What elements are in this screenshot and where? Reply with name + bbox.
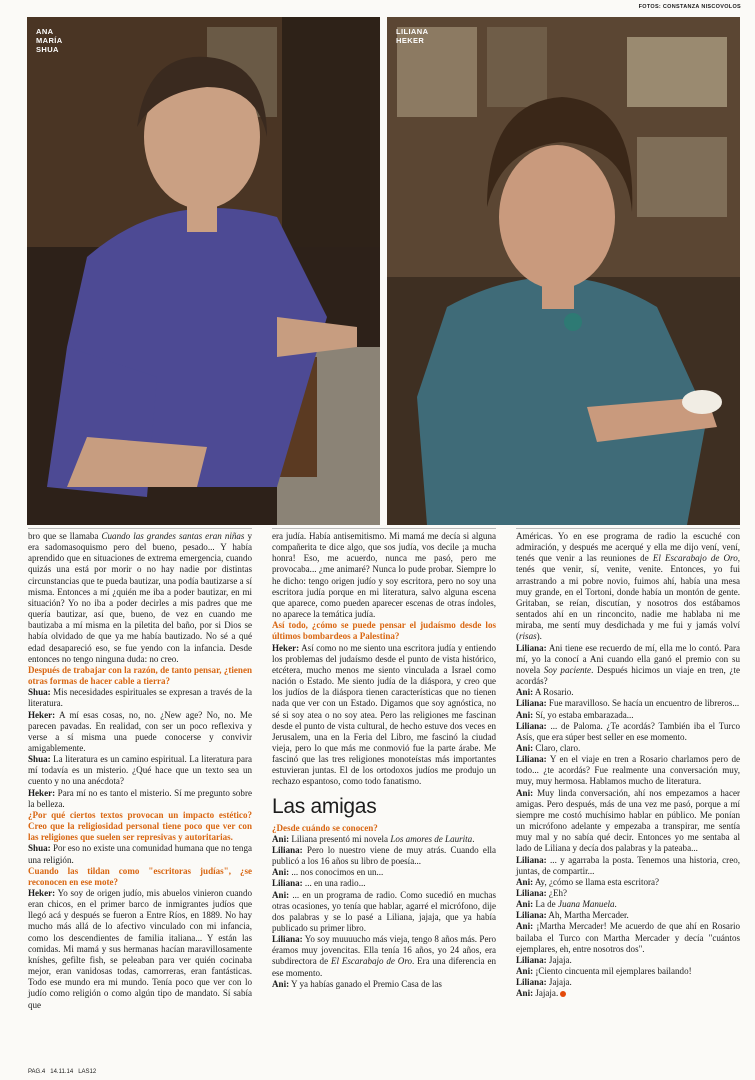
answer-text: , tenés que venir, sí, venite, venite. Entonces, yo fui arrastrando a mi pobre novio, fuimos ahí, había una mesa muy grande, en el Tortoni, donde había un montón de gente. Gritaban, se reían, discutían, y nosotros dos estábamos sentados ahí en un rinconcito, nadie me hablaba ni me miraba, me sentí muy desdichada y me fui y jamás volví ( (516, 553, 740, 642)
section-heading: Las amigas (272, 794, 377, 818)
answer-text: Yo soy muuuucho más vieja, tengo 8 años más. Pero éramos muy jovencitas. Ella tenía 16 años, yo 24 años, era subdirectora de (272, 934, 496, 967)
photo-caption-heker: LILIANA HEKER (396, 27, 429, 45)
answer-text: Muy linda conversación, ahí nos empezamos a hacer amigas. Pero después, más de una vez me pasó, porque a mí siempre me costó muchísimo hablar en público. Me ponían un micrófono adelante y empezaba a transpirar, me sentía muy mal y no sabía qué decir. Entonces yo me sentaba al lado de Liliana y decía dos palabras y la pateaba... (516, 787, 740, 854)
interview-answer (516, 899, 740, 910)
interview-answer (516, 643, 740, 688)
answer-text: Para mí no es tanto el misterio. Sí me pregunto sobre la belleza. (28, 787, 252, 809)
interview-answer (272, 890, 496, 935)
answer-text: Por eso no existe una comunidad humana que no tenga una religión. (28, 843, 252, 865)
answer-text: ... en un programa de radio. Como sucedió en muchas otras ocasiones, yo tenía que hablar, agarré el micrófono, dije dos palabras y se lo pasé a Liliana, jajaja, que ya había publicado su primer libro. (272, 889, 496, 933)
interview-answer (516, 754, 740, 787)
interview-answer (272, 979, 496, 990)
interview-answer (516, 888, 740, 899)
photo-ana-maria-shua (27, 17, 380, 525)
answer-text: . (472, 833, 475, 844)
answer-text: Liliana presentó mi novela (289, 833, 391, 844)
interview-answer (272, 934, 496, 979)
interview-answer (516, 710, 740, 721)
answer-text: Yo soy de origen judío, mis abuelos vinieron cuando eran chicos, en el primer barco de inmigrantes judíos que llegó acá y después se fueron a Entre Ríos, en 1889. No hay mucho más allá de lo afectivo vinculado con mi infancia, como los descendientes de familia italiana... Y están las comidas. Mi mamá y sus hermanas hacían maravillosamente kníshes, gefilte fish, se peleaban para ver quién cocinaba mejor, eran vanidosas todas, camorreras, eran fantásticas. Todo ese mundo era mi mundo. Tenía poco que ver con lo judío como religión o como algún tipo de mandato. Sí sabía que (28, 888, 252, 1010)
article-column-1 (28, 531, 252, 1011)
interview-answer (516, 721, 740, 743)
speaker-label: Shua: (28, 687, 51, 698)
speaker-label: Liliana: (516, 720, 547, 731)
question-text: ¿Por qué ciertos textos provocan un impacto estético? Creo que la religiosidad personal tiene poco que ver con las religiones que suelen ser represivas y autoritarias. (28, 809, 252, 843)
answer-text: Claro, claro. (533, 742, 581, 753)
speaker-label: Liliana: (272, 934, 303, 945)
answer-text: Y ya habías ganado el Premio Casa de las (289, 978, 442, 989)
answer-text: ). (536, 631, 542, 642)
interview-answer (28, 687, 252, 709)
body-paragraph (272, 531, 496, 620)
speaker-label: Ani: (516, 899, 534, 910)
answer-text: Jajaja. (546, 954, 572, 965)
italic-text: Cuando las grandes santas eran niñas (101, 531, 245, 541)
italic-text: risas (519, 631, 537, 642)
interview-question (28, 866, 252, 888)
interview-answer (516, 855, 740, 877)
interview-answer (28, 788, 252, 810)
speaker-label: Liliana: (516, 642, 547, 653)
question-text: ¿Desde cuándo se conocen? (272, 822, 378, 833)
interview-answer (516, 743, 740, 754)
speaker-label: Liliana: (516, 698, 547, 709)
answer-text: ... de Paloma. ¿Te acordás? También iba el Turco Asís, que era súper best seller en ese momento. (516, 720, 740, 742)
speaker-label: Liliana: (516, 854, 547, 865)
speaker-label: Shua: (28, 843, 51, 854)
answer-text: y era sadomasoquismo pero del bueno, pesado... Y había aprendido que en situaciones de extrema emergencia, cuando quizás una está por morir o no hay nadie por distintas circunstancias que te pueda bautizar, una podía bautizarse a sí misma. Entonces a mí ¿quién me iba a poder bautizar, en mi situación? Yo no iba a poder decirles a mis padres que me quería bautizar, así que, bueno, de vez en cuando me bautizaba a mí misma en la piletita del baño, por si Dios se había olvidado de que ya me había bautizado. No sé a qué edad desapareció eso, se fue yendo con la infancia. Desde entonces no tengo ninguna duda: no creo. (28, 531, 252, 664)
speaker-label: Heker: (272, 642, 300, 653)
speaker-label: Ani: (516, 709, 534, 720)
italic-text: El Escarabajo de Oro (652, 553, 738, 564)
body-text: Américas. Yo en ese programa de radio la escuché con admiración, y después me acerqué y ella me dijo vení, vení, tenés que venir a las reuniones de (516, 531, 740, 564)
interview-answer (272, 643, 496, 788)
interview-answer (28, 888, 252, 1011)
interview-answer (28, 843, 252, 865)
speaker-label: Ani: (272, 867, 290, 878)
answer-text: ¡Ciento cincuenta mil ejemplares bailando! (533, 966, 692, 977)
speaker-label: Liliana: (516, 954, 547, 965)
interview-answer (516, 687, 740, 698)
speaker-label: Heker: (28, 888, 56, 898)
answer-text: Y en el viaje en tren a Rosario charlamos pero de todo... ¿te acordás? Fue realmente una conversación muy, muy, muy hermosa. Hablamos mucho de literatura. (516, 754, 740, 787)
interview-answer (516, 698, 740, 709)
photo-caption-shua: ANA MARÍA SHUA (36, 27, 63, 54)
speaker-label: Ani: (516, 921, 534, 932)
interview-answer (28, 754, 252, 787)
speaker-label: Ani: (272, 889, 290, 900)
answer-text: ... en una radio... (302, 878, 366, 889)
interview-answer (272, 867, 496, 878)
interview-answer (272, 878, 496, 889)
section-name: LAS12 (78, 1069, 97, 1075)
answer-text: . Después hicimos un viaje en tren, ¿te acordás? (516, 664, 740, 687)
photo-credit: FOTOS: CONSTANZA NISCOVOLOS (638, 4, 741, 10)
italic-text: Los amores de Laurita (390, 833, 473, 844)
interview-answer (516, 988, 740, 999)
interview-answer (516, 966, 740, 977)
speaker-label: Liliana: (516, 754, 547, 765)
column-rule (272, 528, 496, 529)
photo-liliana-heker (387, 17, 740, 525)
column-rule (516, 528, 740, 529)
italic-text: Juana Manuela (557, 899, 615, 910)
speaker-label: Ani: (516, 687, 534, 698)
answer-text: ¡Martha Mercader! Me acuerdo de que ahí en Rosario bailaba el Turco con Martha Mercader y decía "cuántos ejemplares, eh, entre nosotros dos". (516, 921, 740, 954)
answer-text: A Rosario. (533, 687, 574, 698)
italic-text: El Escarabajo de Oro (330, 956, 413, 967)
body-paragraph (28, 531, 252, 665)
answer-text: ... nos conocimos en un... (289, 867, 384, 878)
answer-text: Ah, Martha Mercader. (546, 910, 629, 921)
interview-answer (516, 955, 740, 966)
speaker-label: Liliana: (516, 888, 547, 898)
end-mark-icon (560, 991, 566, 997)
answer-text: . (614, 899, 617, 910)
answer-text: Así como no me siento una escritora judía y entiendo los problemas del judaísmo desde el punto de vista histórico, etcétera, mucho menos me siento vinculada a Israel como nación o Estado. Me siento judía de la diáspora, y creo que los judíos de la diáspora tienen características que no tienen nada que ver con un Estado. Digamos que soy agnóstica, no sé si soy atea o no soy atea. Pero las religiones me fascinan desde el punto de vista cultural, de hecho estuve dos veces en Jerusalem, una en la Feria del Libro, me fascinó la ciudad vieja, pero lo que más me conmovió fue la parte árabe. Me fascinó que las tres religiones monoteístas más importantes estuvieran juntas. El de los ortodoxos judíos me produjo un rechazo espantoso, como todo fanatismo. (272, 642, 496, 787)
answer-text: ... y agarraba la posta. Tenemos una historia, creo, juntas, de compartir... (516, 854, 740, 876)
answer-text: . Era una diferencia en ese momento. (272, 956, 496, 978)
interview-question (272, 620, 496, 642)
speaker-label: Ani: (272, 978, 290, 989)
answer-text: La literatura es un camino espiritual. La literatura para mí todavía es un misterio. ¿Qué hace que un texto sea un cuento y no una anécdota? (28, 754, 252, 787)
speaker-label: Shua: (28, 754, 51, 765)
interview-answer (516, 788, 740, 855)
interview-answer (516, 877, 740, 888)
interview-answer (28, 710, 252, 755)
answer-text: La de (533, 899, 558, 910)
interview-question (28, 665, 252, 687)
interview-question (28, 810, 252, 843)
interview-answer (272, 834, 496, 845)
interview-answer (516, 910, 740, 921)
speaker-label: Heker: (28, 787, 56, 798)
speaker-label: Ani: (516, 966, 534, 977)
body-paragraph (516, 531, 740, 643)
interview-question (272, 823, 496, 834)
page-footer (28, 1069, 96, 1075)
answer-text: Pero lo nuestro viene de muy atrás. Cuando ella publicó a los 16 años su libro de poesía... (272, 844, 496, 867)
question-text: Cuando las tildan como "escritoras judías", ¿se reconocen en ese mote? (28, 865, 252, 887)
answer-text: Jajaja. (533, 988, 559, 999)
speaker-label: Ani: (516, 787, 534, 798)
article-column-3 (516, 531, 740, 1000)
interview-answer (516, 977, 740, 988)
page-number: PAG.4 (28, 1069, 46, 1075)
speaker-label: Liliana: (516, 910, 547, 921)
question-text: Después de trabajar con la razón, de tanto pensar, ¿tienen otras formas de hacer cable a tierra? (28, 664, 252, 687)
answer-text: ¿Eh? (546, 888, 568, 898)
answer-text: Fue maravilloso. Se hacía un encuentro de libreros... (546, 698, 740, 709)
answer-text: Jajaja. (546, 977, 572, 988)
article-column-2 (272, 531, 496, 990)
body-text: era judía. Había antisemitismo. Mi mamá me decía si alguna compañerita te dice algo, que sos judía, vos decile ¡a mucha honra! Eso, me acuerdo, nunca me pasó, pero me provocaba... ¿me animaré? Nunca lo pude probar. Siempre lo he dicho: tengo origen judío y soy escritora, pero no soy una escritora judía porque en mi literatura, salvo alguna escena que aparece, como pueden aparecer escenas de otras índoles, no aparece la temática judía. (272, 531, 496, 620)
answer-text: Ani tiene ese recuerdo de mí, ella me lo contó. Para mí, yo la conocí a Ani cuando ella ganó el premio con su novela (516, 642, 740, 675)
interview-answer (516, 921, 740, 954)
answer-text: Ay, ¿cómo se llama esta escritora? (533, 876, 660, 887)
speaker-label: Ani: (272, 833, 290, 844)
issue-date: 14.11.14 (50, 1069, 74, 1075)
italic-text: Soy paciente (543, 664, 592, 675)
interview-answer (272, 845, 496, 867)
speaker-label: Heker: (28, 709, 56, 720)
answer-text: Sí, yo estaba embarazada... (533, 709, 634, 720)
speaker-label: Liliana: (516, 977, 547, 988)
column-rule (28, 528, 252, 529)
body-text: bro que se llamaba (28, 531, 102, 541)
answer-text: Mis necesidades espirituales se expresan a través de la literatura. (28, 687, 252, 709)
answer-text: A mí esas cosas, no, no. ¿New age? No, no. Me parecen pavadas. En realidad, con ser un poco reflexiva y verse a sí misma una puede conocerse y convivir amigablemente. (28, 709, 252, 753)
speaker-label: Liliana: (272, 844, 303, 855)
speaker-label: Ani: (516, 988, 534, 999)
question-text: Así todo, ¿cómo se puede pensar el judaísmo desde los últimos bombardeos a Palestina? (272, 620, 496, 642)
speaker-label: Ani: (516, 742, 534, 753)
speaker-label: Liliana: (272, 878, 303, 889)
speaker-label: Ani: (516, 876, 534, 887)
